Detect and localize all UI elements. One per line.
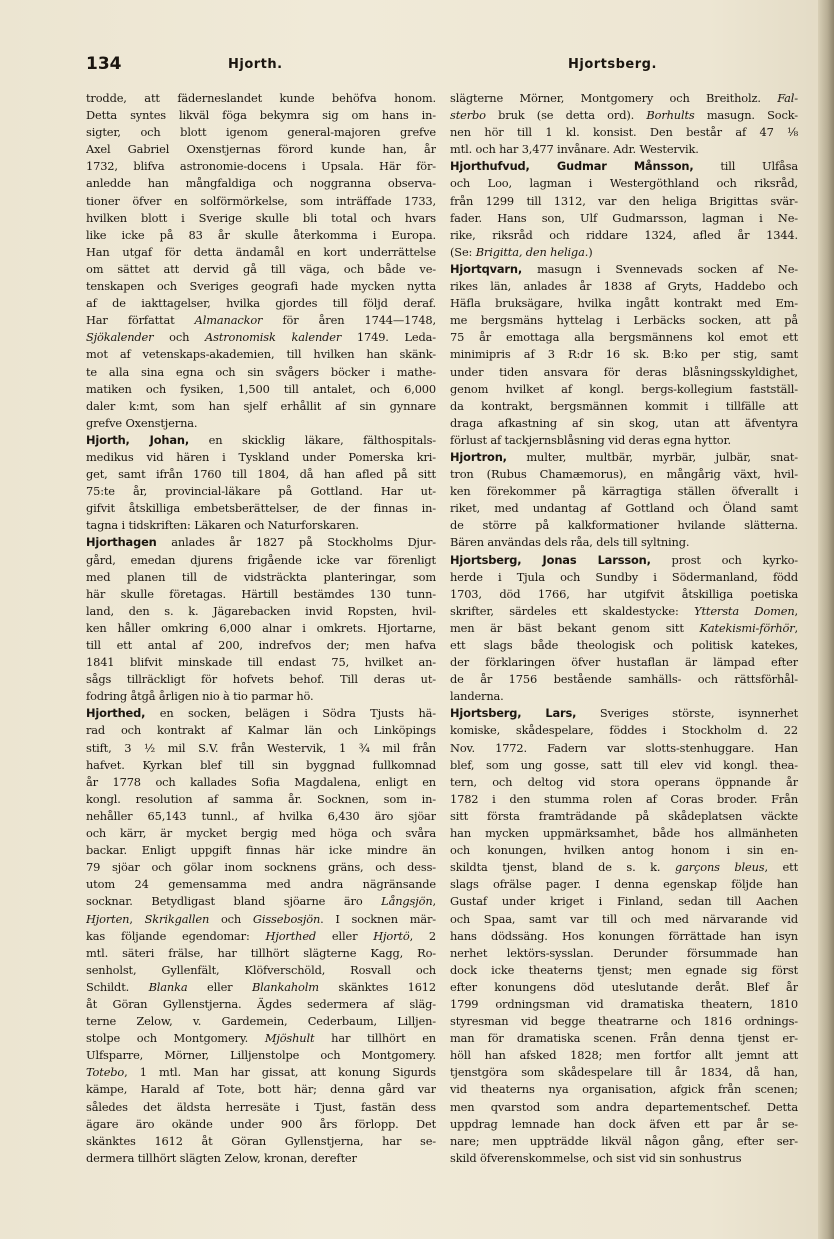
- running-head-right: Hjortsberg.: [568, 57, 657, 72]
- text-line: och kärr, är mycket bergig med höga och svåra: [86, 826, 436, 841]
- text-line: hafvet. Kyrkan blef till sin byggnad fullkomnad: [86, 757, 436, 772]
- text-line: Hjorthagen anlades år 1827 på Stockholms Djur-: [86, 535, 436, 550]
- text-line: stift, 3 ½ mil S.V. från Westervik, 1 ¾ mil från: [86, 740, 436, 755]
- text-line: styresman vid begge theatrarne och 1816 ordnings-: [450, 1014, 798, 1029]
- text-line: gifvit åtskilliga embetsberättelser, de der finnas in-: [86, 501, 436, 516]
- text-line: mtl. och har 3,477 invånare. Adr. Westervik.: [450, 142, 699, 157]
- text-line: herde i Tjula och Sundby i Södermanland, född: [450, 569, 798, 584]
- text-line: hans dödssäng. Hos konungen förrättade han isyn: [450, 928, 798, 943]
- text-line: mot af vetenskaps-akademien, till hvilken han skänk-: [86, 347, 436, 362]
- text-line: tern, och deltog vid stora operans öppnande år: [450, 774, 798, 789]
- text-line: stolpe och Montgomery. Mjöshult har tillhört en: [86, 1031, 436, 1046]
- text-line: nare; men uppträdde likväl någon gång, efter ser-: [450, 1133, 798, 1148]
- right-text-column: [450, 90, 798, 1235]
- text-line: och konungen, hvilken antog honom i sin en-: [450, 843, 798, 858]
- text-line: 75 år emottaga alla bergsmännens kol emot ett: [450, 330, 798, 345]
- text-line: Bären användas dels råa, dels till syltning.: [450, 535, 690, 550]
- text-line: skänktes 1612 åt Göran Gyllenstjerna, har se-: [86, 1133, 436, 1148]
- text-line: land, den s. k. Jägarebacken invid Ropsten, hvil-: [86, 603, 436, 618]
- text-line: kämpe, Harald af Tote, bott här; denna gård var: [86, 1082, 436, 1097]
- text-line: kas följande egendomar: Hjorthed eller Hjortö, 2: [86, 928, 436, 943]
- page-edge: [818, 0, 834, 1239]
- text-line: Hjortqvarn, masugn i Svennevads socken af Ne-: [450, 261, 798, 276]
- text-line: Har författat Almanackor för åren 1744—1748,: [86, 313, 436, 328]
- text-line: men är bäst bekant genom sitt Katekismi-förhör,: [450, 620, 798, 635]
- text-line: sterbo bruk (se detta ord). Borhults masugn. Sock-: [450, 108, 798, 123]
- text-line: här skulle företagas. Härtill bestämdes 130 tunn-: [86, 586, 436, 601]
- text-line: Hjorten, Skrikgallen och Gissebosjön. I socknen mär-: [86, 911, 436, 926]
- text-line: till ett antal af 200, indrefvos der; men hafva: [86, 638, 436, 652]
- text-line: grefve Oxenstjerna.: [86, 415, 198, 430]
- text-line: ken förekommer på kärragtiga ställen öfverallt i: [450, 484, 798, 499]
- text-line: rad och kontrakt af Kalmar län och Linköpings: [86, 723, 436, 738]
- text-line: utom 24 gemensamma med andra nägränsande: [86, 877, 436, 892]
- text-line: af de iakttagelser, hvilka gjordes till följd deraf.: [86, 296, 436, 311]
- text-line: ken håller omkring 6,000 alnar i omkrets. Hjortarne,: [86, 620, 436, 635]
- text-line: senholst, Gyllenfält, Klöfverschöld, Rosvall och: [86, 962, 436, 977]
- text-line: draga afkastning af sin skog, utan att äfventyra: [450, 415, 798, 430]
- text-line: socknar. Betydligast bland sjöarne äro Långsjön,: [86, 894, 436, 909]
- text-line: man för dramatiska scenen. Från denna tjenst er-: [450, 1031, 798, 1046]
- text-line: landerna.: [450, 689, 504, 704]
- text-line: 1799 ordningsman vid dramatiska theatern, 1810: [450, 996, 798, 1011]
- text-line: Hjortsberg, Jonas Larsson, prost och kyrko-: [450, 552, 798, 567]
- text-line: tioner öfver en solförmörkelse, som inträffade 1733,: [86, 193, 436, 208]
- text-line: Hjortsberg, Lars, Sveriges störste, isynnerhet: [450, 706, 798, 721]
- text-line: slags ofrälse pager. I denna egenskap följde han: [450, 877, 798, 892]
- text-line: 1782 i den stumma rolen af Coras broder. Från: [450, 791, 798, 806]
- text-line: dermera tillhört slägten Zelow, kronan, derefter: [86, 1150, 357, 1165]
- page-number: 134: [86, 54, 122, 74]
- text-line: sitt första framträdande på skådeplatsen väckte: [450, 808, 798, 823]
- text-line: således det äldsta herresäte i Tjust, fastän dess: [86, 1099, 436, 1114]
- text-line: de år 1756 bestående samhälls- och rättsförhål-: [450, 672, 798, 687]
- text-line: 1703, död 1766, har utgifvit åtskilliga poetiska: [450, 586, 798, 601]
- text-line: Axel Gabriel Oxenstjernas förord kunde han, år: [86, 142, 436, 157]
- text-line: kongl. resolution af samma år. Socknen, som in-: [86, 791, 436, 806]
- text-line: efter konungens död uteslutande deråt. Blef år: [450, 979, 798, 994]
- text-line: tenskapen och Sveriges geografi hade mycken nytta: [86, 279, 436, 294]
- text-line: skildta tjenst, bland de s. k. garçons bleus, ett: [450, 860, 798, 875]
- text-line: tjenstgöra som skådespelare till år 1834, då han,: [450, 1065, 798, 1080]
- text-line: Hjortron, multer, multbär, myrbär, julbär, snat-: [450, 449, 798, 464]
- text-line: Hjorth, Johan, en skicklig läkare, fälthospitals-: [86, 432, 436, 447]
- text-line: 1841 blifvit minskade till endast 75, hvilket an-: [86, 655, 436, 670]
- text-line: matiken och fysiken, 1,500 till antalet, och 6,000: [86, 381, 436, 396]
- text-line: backar. Enligt uppgift finnas här icke mindre än: [86, 843, 436, 858]
- text-line: om sättet att dervid gå till väga, och både ve-: [86, 261, 436, 276]
- text-line: dock icke theaterns tjenst; men egnade sig först: [450, 962, 798, 977]
- text-line: Detta syntes likväl föga bekymra sig om hans in-: [86, 108, 436, 123]
- text-line: skild öfverenskommelse, och sist vid sin sonhustrus: [450, 1150, 742, 1165]
- text-line: med planen till de vidsträckta planteringar, som: [86, 569, 436, 584]
- text-line: år 1778 och kallades Sofia Magdalena, enligt en: [86, 774, 436, 789]
- left-text-column: [86, 90, 436, 1235]
- text-line: komiske, skådespelare, föddes i Stockholm d. 22: [450, 723, 798, 738]
- text-line: höll han afsked 1828; men fortfor allt jemnt att: [450, 1048, 798, 1063]
- text-line: medikus vid hären i Tyskland under Pomerska kri-: [86, 449, 436, 464]
- text-line: 1732, blifva astronomie-docens i Upsala. Här för-: [86, 159, 436, 174]
- text-line: blef, som ung gosse, satt till elev vid kongl. thea-: [450, 757, 798, 772]
- text-line: uppdrag lemnade han dock äfven ett par år se-: [450, 1116, 798, 1131]
- text-line: gård, emedan djurens frigående icke var förenligt: [86, 552, 436, 567]
- text-line: sigter, och blott igenom general-majoren grefve: [86, 125, 436, 140]
- text-line: Ulfsparre, Mörner, Lilljenstolpe och Montgomery.: [86, 1048, 436, 1063]
- text-line: like icke på 83 år skulle återkomma i Europa.: [86, 227, 436, 242]
- text-line: Sjökalender och Astronomisk kalender 1749. Leda-: [86, 330, 436, 345]
- text-line: Han utgaf för detta ändamål en kort underrättelse: [86, 244, 436, 259]
- text-line: te alla sina egna och sin svågers böcker i mathe-: [86, 364, 436, 379]
- text-line: Nov. 1772. Fadern var slotts-stenhuggare. Han: [450, 740, 798, 755]
- text-line: och Loo, lagman i Westergöthland och riksråd,: [450, 176, 798, 191]
- text-line: mtl. säteri frälse, har tillhört slägterne Kagg, Ro-: [86, 945, 436, 960]
- text-line: tagna i tidskriften: Läkaren och Naturforskaren.: [86, 518, 359, 533]
- text-line: trodde, att fäderneslandet kunde behöfva honom.: [86, 91, 436, 105]
- text-line: me bergsmäns hyttelag i Lerbäcks socken, att på: [450, 313, 798, 328]
- text-line: skrifter, särdeles ett skaldestycke: Yttersta Domen,: [450, 603, 798, 618]
- text-line: 75:te år, provincial-läkare på Gottland. Har ut-: [86, 484, 436, 499]
- text-line: anledde han mångfaldiga och noggranna observa-: [86, 176, 436, 191]
- text-line: (Se: Brigitta, den heliga.): [450, 244, 593, 259]
- text-line: Hjorthufvud, Gudmar Månsson, till Ulfåsa: [450, 159, 798, 174]
- text-line: get, samt ifrån 1760 till 1804, då han afled på sitt: [86, 467, 436, 482]
- text-line: daler k:mt, som han sjelf erhållit af sin gynnare: [86, 398, 436, 413]
- text-line: Gustaf under kriget i Finland, sedan till Aachen: [450, 894, 798, 909]
- text-line: nehåller 65,143 tunnl., af hvilka 6,430 äro sjöar: [86, 808, 436, 823]
- text-line: rike, riksråd och riddare 1324, afled år 1344.: [450, 227, 798, 242]
- text-line: och Spaa, samt var till och med närvarande vid: [450, 911, 798, 926]
- running-head-left: Hjorth.: [228, 57, 283, 72]
- text-line: da kontrakt, bergsmännen kommit i tillfälle att: [450, 398, 798, 413]
- text-line: Hjorthed, en socken, belägen i Södra Tjusts hä-: [86, 706, 436, 721]
- text-line: genom hvilket af kongl. bergs-kollegium fastställ-: [450, 381, 798, 396]
- text-line: riket, med undantag af Gottland och Öland samt: [450, 501, 798, 516]
- text-line: minimipris af 3 R:dr 16 sk. B:ko per stig, samt: [450, 347, 798, 362]
- text-line: ett slags både theologisk och politisk katekes,: [450, 638, 798, 652]
- text-line: hvilken blott i Sverige skulle bli total och hvars: [86, 210, 436, 225]
- text-line: 79 sjöar och gölar inom socknens gräns, och dess-: [86, 860, 436, 875]
- text-line: rikes län, anlades år 1838 af Gryts, Haddebo och: [450, 279, 798, 294]
- text-line: der förklaringen öfver hustaflan är lämpad efter: [450, 655, 798, 670]
- page-header: [86, 54, 804, 78]
- text-line: ägare äro okände under 900 års förlopp. Det: [86, 1116, 436, 1131]
- text-line: från 1299 till 1312, var den heliga Brigittas svär-: [450, 193, 798, 208]
- text-line: Schildt. Blanka eller Blankaholm skänktes 1612: [86, 979, 436, 994]
- text-line: förlust af tackjernsblåsning vid deras egna hyttor.: [450, 432, 731, 447]
- text-line: sågs tillräckligt för hofvets behof. Till deras ut-: [86, 672, 436, 687]
- text-line: under tiden ansvara för deras blåsningsskyldighet,: [450, 364, 798, 379]
- text-line: han mycken uppmärksamhet, både hos allmänheten: [450, 826, 798, 841]
- text-line: Häfla bruksägare, hvilka ingått kontrakt med Em-: [450, 296, 798, 311]
- text-line: fader. Hans son, Ulf Gudmarsson, lagman i Ne-: [450, 210, 798, 225]
- text-line: åt Göran Gyllenstjerna. Ägdes sedermera af släg-: [86, 996, 436, 1011]
- text-line: tron (Rubus Chamæmorus), en mångårig växt, hvil-: [450, 467, 798, 482]
- text-line: nen hör till 1 kl. konsist. Den består af 47 ⅛: [450, 125, 798, 140]
- text-line: slägterne Mörner, Montgomery och Breitholz. Fal-: [450, 91, 798, 105]
- text-line: Totebo, 1 mtl. Man har gissat, att konung Sigurds: [86, 1065, 436, 1080]
- text-line: fodring åtgå årligen nio à tio parmar hö.: [86, 689, 314, 704]
- text-line: vid theaterns nya organisation, afgick från scenen;: [450, 1082, 798, 1097]
- text-line: nerhet lektörs-sysslan. Derunder försummade han: [450, 945, 798, 960]
- text-line: terne Zelow, v. Gardemein, Cederbaum, Lilljen-: [86, 1014, 436, 1029]
- text-line: de större på kalkformationer hvilande slätterna.: [450, 518, 798, 533]
- text-line: men qvarstod som andra departementschef. Detta: [450, 1099, 798, 1114]
